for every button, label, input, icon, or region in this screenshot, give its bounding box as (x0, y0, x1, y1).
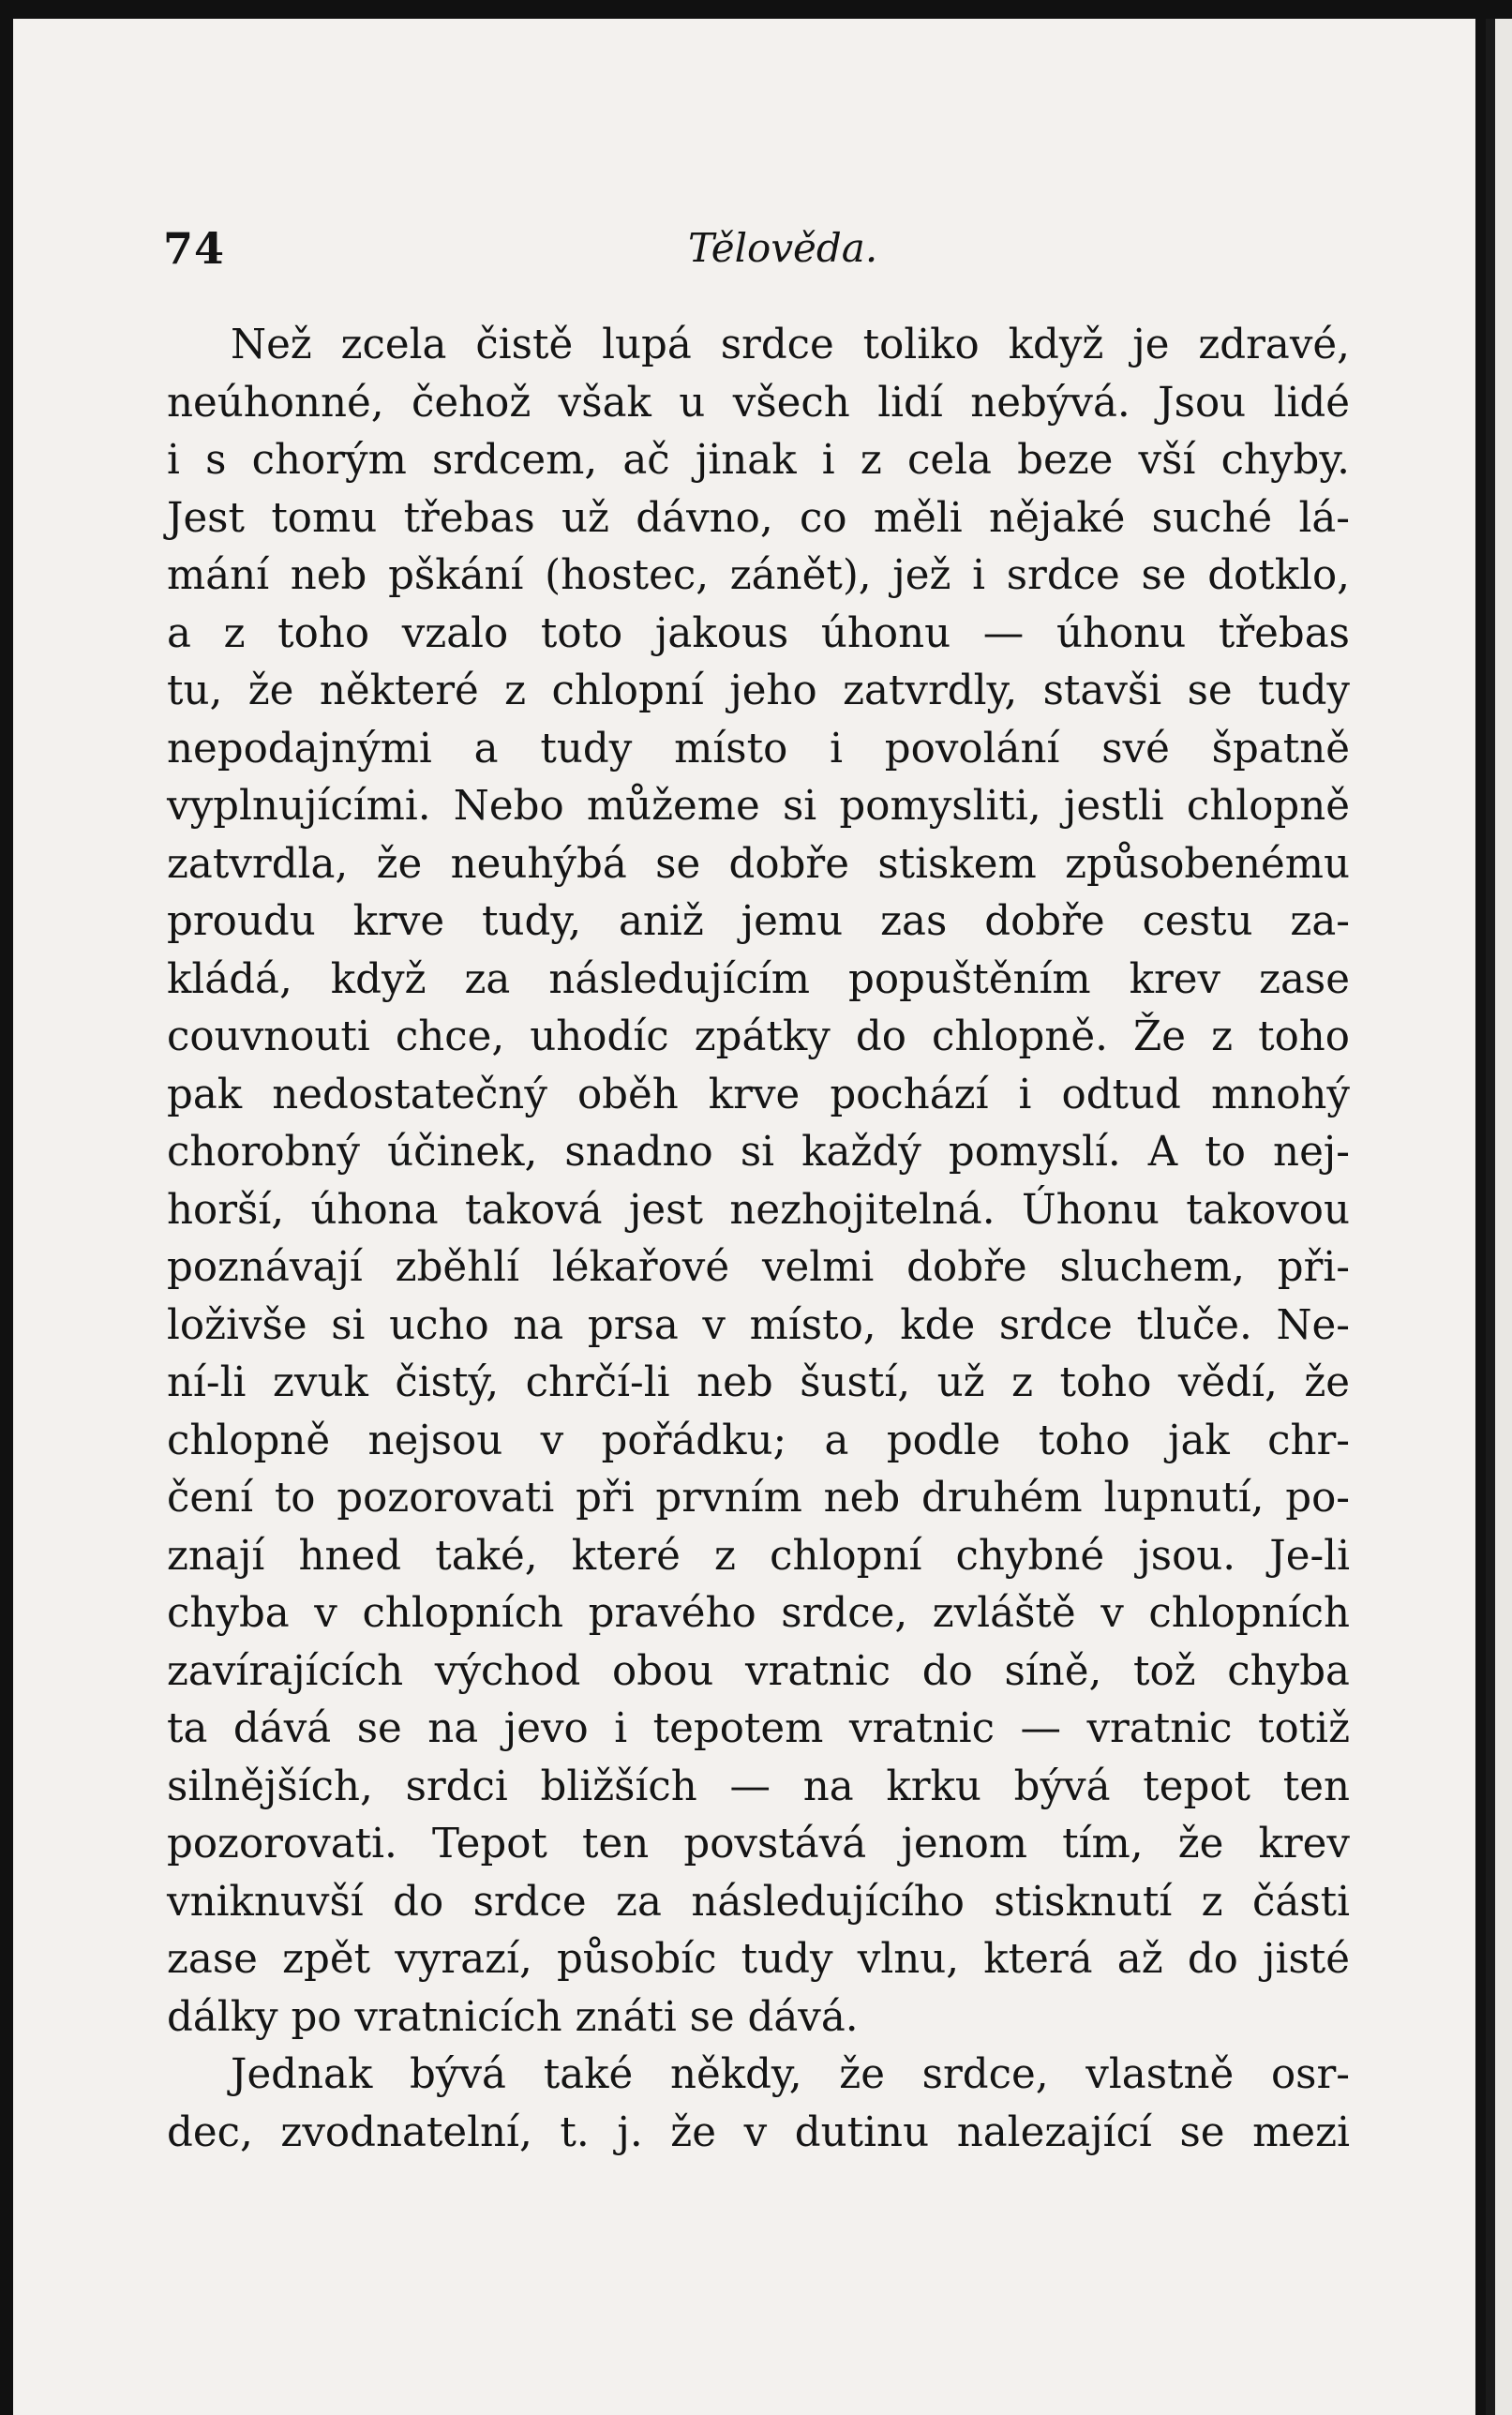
body-text (167, 317, 1350, 2162)
text-line: vyplnujícími. Nebo můžeme si pomysliti, jestli chlopně (167, 783, 1350, 830)
text-line: čení to pozorovati při prvním neb druhém lupnutí, po- (167, 1475, 1350, 1522)
page-number: 74 (163, 223, 226, 274)
text-line: proudu krve tudy, aniž jemu zas dobře cestu za- (167, 898, 1350, 945)
text-line: dálky po vratnicích znáti se dává. (167, 1993, 859, 2041)
text-line: i s chorým srdcem, ač jinak i z cela beze vší chyby. (167, 437, 1350, 484)
text-line: horší, úhona taková jest nezhojitelná. Úhonu takovou (167, 1186, 1350, 1234)
text-line: vniknuvší do srdce za následujícího stisknutí z části (167, 1878, 1350, 1926)
text-line: ta dává se na jevo i tepotem vratnic — vratnic totiž (167, 1705, 1350, 1752)
running-title: Tělověda. (688, 225, 878, 271)
text-line: pozorovati. Tepot ten povstává jenom tím, že krev (167, 1821, 1350, 1868)
text-line: Jest tomu třebas už dávno, co měli nějaké suché lá- (167, 494, 1350, 542)
book-page (13, 19, 1475, 2415)
adjacent-page-edge (1495, 19, 1512, 2415)
text-line: zatvrdla, že neuhýbá se dobře stiskem způsobenému (167, 840, 1350, 888)
page-header (163, 223, 1363, 279)
text-line: ní-li zvuk čistý, chrčí-li neb šustí, už z toho vědí, že (167, 1359, 1350, 1406)
text-line: chyba v chlopních pravého srdce, zvláště v chlopních (167, 1590, 1350, 1637)
text-line: zavírajících východ obou vratnic do síně, tož chyba (167, 1647, 1350, 1695)
text-line: poznávají zběhlí lékařové velmi dobře sluchem, při- (167, 1244, 1350, 1291)
text-line: couvnouti chce, uhodíc zpátky do chlopně. Že z toho (167, 1013, 1350, 1060)
text-line: loživše si ucho na prsa v místo, kde srdce tluče. Ne- (167, 1301, 1350, 1349)
text-line: dec, zvodnatelní, t. j. že v dutinu nalezající se mezi (167, 2108, 1350, 2156)
text-line: Jednak bývá také někdy, že srdce, vlastně osr- (231, 2051, 1350, 2098)
text-line: mání neb pškání (hostec, zánět), jež i srdce se dotklo, (167, 552, 1350, 599)
text-line: silnějších, srdci bližších — na krku bývá tepot ten (167, 1762, 1350, 1810)
text-line: znají hned také, které z chlopní chybné jsou. Je-li (167, 1532, 1350, 1580)
text-line: neúhonné, čehož však u všech lidí nebývá. Jsou lidé (167, 379, 1350, 427)
text-line: tu, že některé z chlopní jeho zatvrdly, stavši se tudy (167, 668, 1350, 714)
text-line: chlopně nejsou v pořádku; a podle toho jak chr- (167, 1417, 1350, 1464)
text-line: nepodajnými a tudy místo i povolání své špatně (167, 725, 1350, 772)
text-line: chorobný účinek, snadno si každý pomyslí. A to nej- (167, 1129, 1350, 1176)
text-line: zase zpět vyrazí, působíc tudy vlnu, která až do jisté (167, 1936, 1350, 1983)
text-line: pak nedostatečný oběh krve pochází i odtud mnohý (167, 1071, 1350, 1118)
text-line: a z toho vzalo toto jakous úhonu — úhonu třebas (167, 609, 1350, 657)
text-line: Než zcela čistě lupá srdce toliko když je zdravé, (231, 322, 1350, 368)
text-line: kládá, když za následujícím popuštěním krev zase (167, 955, 1350, 1003)
page-gutter-shadow (1486, 19, 1495, 2415)
